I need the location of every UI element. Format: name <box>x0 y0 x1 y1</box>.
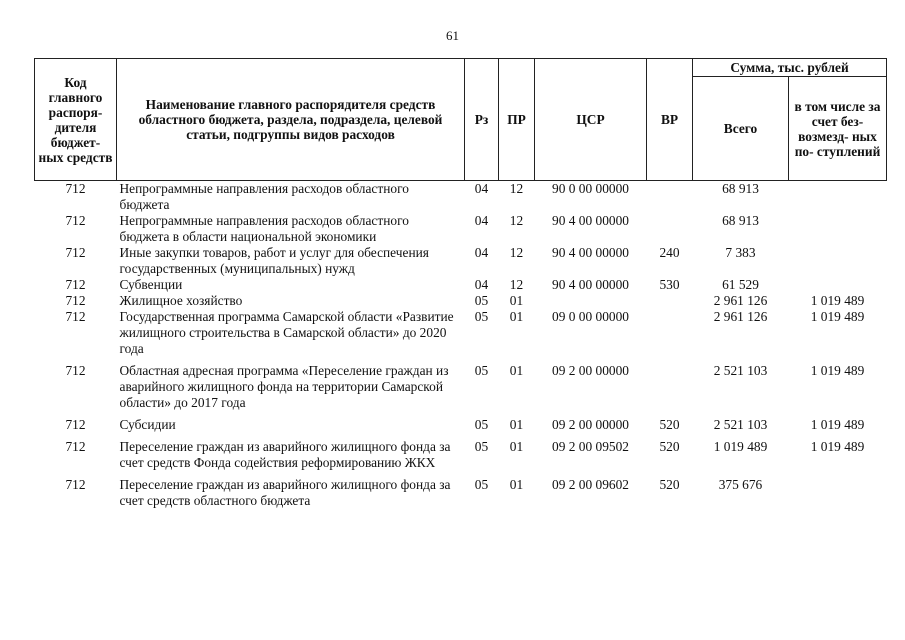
cell-vr <box>647 309 693 357</box>
table-row <box>35 433 887 471</box>
cell-name: Переселение граждан из аварийного жилищного фонда за счет средств Фонда содействия реформированию ЖКХ <box>119 439 451 470</box>
cell-vr: 520 <box>659 439 680 454</box>
table-body <box>35 181 887 510</box>
header-rz: Рз <box>465 59 499 181</box>
budget-table <box>34 58 887 509</box>
cell-csr: 09 2 00 00000 <box>552 417 629 432</box>
cell-code: 712 <box>65 363 86 378</box>
cell-rz: 05 <box>474 417 489 432</box>
cell-rz: 05 <box>474 293 489 308</box>
table-header <box>35 59 887 181</box>
header-csr: ЦСР <box>535 59 647 181</box>
cell-incl <box>789 471 887 509</box>
cell-total: 68 913 <box>722 181 759 196</box>
cell-code: 712 <box>65 213 86 228</box>
cell-csr <box>535 293 647 309</box>
cell-pr: 01 <box>509 363 524 378</box>
cell-total: 68 913 <box>722 213 759 228</box>
cell-rz: 04 <box>474 245 489 260</box>
cell-pr: 01 <box>509 439 524 454</box>
cell-vr <box>647 181 693 214</box>
cell-rz: 05 <box>474 363 489 378</box>
cell-total: 61 529 <box>722 277 759 292</box>
cell-vr: 520 <box>659 417 680 432</box>
cell-name: Переселение граждан из аварийного жилищного фонда за счет средств областного бюджета <box>119 477 451 508</box>
cell-code: 712 <box>65 417 86 432</box>
cell-rz: 05 <box>474 439 489 454</box>
cell-total: 2 521 103 <box>713 417 768 432</box>
table-row <box>35 245 887 277</box>
header-code: Код главного распоря- дителя бюджет- ных средств <box>35 59 117 181</box>
cell-csr: 09 2 00 00000 <box>552 363 629 378</box>
cell-total: 1 019 489 <box>713 439 768 454</box>
cell-code: 712 <box>65 477 86 492</box>
cell-csr: 09 2 00 09602 <box>552 477 629 492</box>
cell-name: Субвенции <box>119 277 183 292</box>
cell-incl: 1 019 489 <box>810 417 865 432</box>
cell-pr: 01 <box>509 293 524 308</box>
cell-vr: 520 <box>659 477 680 492</box>
cell-pr: 01 <box>509 477 524 492</box>
cell-incl <box>789 245 887 277</box>
cell-csr: 90 4 00 00000 <box>552 213 629 228</box>
cell-name: Иные закупки товаров, работ и услуг для обеспечения государственных (муниципальных) нужд <box>119 245 429 276</box>
cell-rz: 05 <box>474 309 489 324</box>
cell-vr <box>647 213 693 245</box>
cell-incl <box>789 213 887 245</box>
cell-total: 2 961 126 <box>713 293 768 308</box>
cell-vr <box>647 357 693 411</box>
cell-name: Субсидии <box>119 417 176 432</box>
cell-total: 375 676 <box>718 477 763 492</box>
table-row <box>35 471 887 509</box>
cell-csr: 90 4 00 00000 <box>552 277 629 292</box>
table-row <box>35 277 887 293</box>
table-row <box>35 357 887 411</box>
cell-code: 712 <box>65 245 86 260</box>
cell-csr: 09 2 00 09502 <box>552 439 629 454</box>
cell-pr: 01 <box>509 417 524 432</box>
cell-csr: 90 0 00 00000 <box>552 181 629 196</box>
cell-incl: 1 019 489 <box>810 293 865 308</box>
cell-vr: 240 <box>659 245 680 260</box>
cell-incl: 1 019 489 <box>810 439 865 454</box>
cell-code: 712 <box>65 309 86 324</box>
cell-pr: 12 <box>509 213 524 228</box>
cell-pr: 12 <box>509 277 524 292</box>
table-row <box>35 181 887 214</box>
cell-rz: 04 <box>474 277 489 292</box>
cell-rz: 05 <box>474 477 489 492</box>
cell-total: 2 961 126 <box>713 309 768 324</box>
cell-code: 712 <box>65 439 86 454</box>
table-row <box>35 293 887 309</box>
cell-name: Непрограммные направления расходов областного бюджета <box>119 181 409 212</box>
cell-incl <box>789 277 887 293</box>
cell-csr: 09 0 00 00000 <box>552 309 629 324</box>
cell-rz: 04 <box>474 213 489 228</box>
cell-rz: 04 <box>474 181 489 196</box>
header-vr: ВР <box>647 59 693 181</box>
cell-code: 712 <box>65 293 86 308</box>
cell-pr: 12 <box>509 245 524 260</box>
table-row <box>35 309 887 357</box>
cell-total: 2 521 103 <box>713 363 768 378</box>
cell-total: 7 383 <box>725 245 756 260</box>
cell-code: 712 <box>65 181 86 196</box>
header-sum: Сумма, тыс. рублей <box>693 59 887 77</box>
table-row <box>35 411 887 433</box>
cell-name: Жилищное хозяйство <box>119 293 243 308</box>
cell-pr: 01 <box>509 309 524 324</box>
cell-name: Областная адресная программа «Переселение граждан из аварийного жилищного фонда на территории Самарской области» до 2017 года <box>119 363 449 410</box>
header-pr: ПР <box>499 59 535 181</box>
page-number: 61 <box>446 28 459 43</box>
cell-vr <box>647 293 693 309</box>
cell-code: 712 <box>65 277 86 292</box>
header-total: Всего <box>693 77 789 181</box>
cell-name: Государственная программа Самарской области «Развитие жилищного строительства в Самарской области» до 2020 года <box>119 309 454 356</box>
cell-incl: 1 019 489 <box>810 309 865 324</box>
cell-name: Непрограммные направления расходов областного бюджета в области национальной экономики <box>119 213 409 244</box>
cell-vr: 530 <box>659 277 680 292</box>
table-row <box>35 213 887 245</box>
cell-csr: 90 4 00 00000 <box>552 245 629 260</box>
header-name: Наименование главного распорядителя средств областного бюджета, раздела, подраздела, целевой статьи, подгруппы видов расходов <box>117 59 465 181</box>
cell-pr: 12 <box>509 181 524 196</box>
cell-incl <box>789 181 887 214</box>
header-incl: в том числе за счет без- возмезд- ных по- ступлений <box>789 77 887 181</box>
cell-incl: 1 019 489 <box>810 363 865 378</box>
